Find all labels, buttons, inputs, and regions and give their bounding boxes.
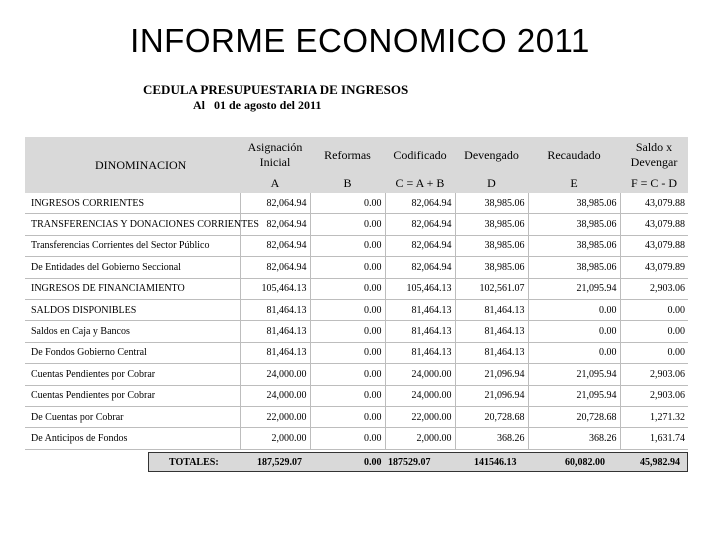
cell-devengado: 38,985.06 — [455, 235, 528, 256]
table-row — [25, 278, 688, 299]
cell-reformas: 0.00 — [310, 278, 385, 299]
cell-asignacion: 24,000.00 — [240, 364, 310, 385]
report-date-line — [193, 98, 321, 113]
cell-recaudado: 38,985.06 — [528, 214, 620, 235]
table-row — [25, 364, 688, 385]
cell-saldo: 1,631.74 — [620, 428, 688, 449]
column-header-codificado: Codificado — [385, 137, 455, 173]
cell-saldo: 43,079.88 — [620, 235, 688, 256]
cell-devengado: 20,728.68 — [455, 406, 528, 427]
column-header-devengado: Devengado — [455, 137, 528, 173]
table-header — [25, 137, 688, 193]
cell-devengado: 368.26 — [455, 428, 528, 449]
column-header-saldo: Saldo x Devengar — [620, 137, 688, 173]
cell-reformas: 0.00 — [310, 193, 385, 214]
cell-saldo: 43,079.88 — [620, 193, 688, 214]
cell-saldo: 2,903.06 — [620, 364, 688, 385]
table-row — [25, 214, 688, 235]
cell-recaudado: 0.00 — [528, 342, 620, 363]
cell-devengado: 81,464.13 — [455, 321, 528, 342]
row-label: Cuentas Pendientes por Cobrar — [25, 385, 240, 406]
date-prefix: Al — [193, 98, 205, 112]
table-row — [25, 342, 688, 363]
total-recaudado: 60,082.00 — [565, 457, 605, 468]
row-label: Cuentas Pendientes por Cobrar — [25, 364, 240, 385]
cell-asignacion: 82,064.94 — [240, 193, 310, 214]
cell-recaudado: 21,095.94 — [528, 385, 620, 406]
cell-reformas: 0.00 — [310, 385, 385, 406]
row-label: INGRESOS CORRIENTES — [25, 193, 240, 214]
column-letter-a: A — [240, 173, 310, 193]
total-saldo: 45,982.94 — [640, 457, 680, 468]
report-subtitle: CEDULA PRESUPUESTARIA DE INGRESOS — [143, 82, 409, 97]
cell-codificado: 24,000.00 — [385, 385, 455, 406]
cell-reformas: 0.00 — [310, 299, 385, 320]
cell-devengado: 21,096.94 — [455, 364, 528, 385]
cell-reformas: 0.00 — [310, 364, 385, 385]
cell-reformas: 0.00 — [310, 235, 385, 256]
column-letter-c: C = A + B — [385, 173, 455, 193]
table-row — [25, 385, 688, 406]
cell-devengado: 21,096.94 — [455, 385, 528, 406]
cell-devengado: 38,985.06 — [455, 214, 528, 235]
table-row — [25, 406, 688, 427]
cell-asignacion: 82,064.94 — [240, 235, 310, 256]
cell-recaudado: 38,985.06 — [528, 235, 620, 256]
column-letter-f: F = C - D — [620, 173, 688, 193]
cell-reformas: 0.00 — [310, 214, 385, 235]
cell-reformas: 0.00 — [310, 428, 385, 449]
cell-saldo: 2,903.06 — [620, 385, 688, 406]
cell-codificado: 81,464.13 — [385, 321, 455, 342]
cell-recaudado: 0.00 — [528, 321, 620, 342]
cell-reformas: 0.00 — [310, 406, 385, 427]
column-header-asignacion: Asignación Inicial — [240, 137, 310, 173]
row-label: INGRESOS DE FINANCIAMIENTO — [25, 278, 240, 299]
cell-devengado: 102,561.07 — [455, 278, 528, 299]
cell-saldo: 0.00 — [620, 342, 688, 363]
totals-row — [148, 452, 688, 472]
cell-asignacion: 2,000.00 — [240, 428, 310, 449]
column-letter-e: E — [528, 173, 620, 193]
cell-saldo: 43,079.89 — [620, 257, 688, 278]
cell-saldo: 0.00 — [620, 321, 688, 342]
cell-codificado: 24,000.00 — [385, 364, 455, 385]
row-label: Saldos en Caja y Bancos — [25, 321, 240, 342]
report-date: 01 de agosto del 2011 — [214, 98, 322, 112]
cell-codificado: 22,000.00 — [385, 406, 455, 427]
cell-codificado: 2,000.00 — [385, 428, 455, 449]
cell-recaudado: 38,985.06 — [528, 193, 620, 214]
totals-label: TOTALES: — [169, 457, 219, 468]
column-letter-d: D — [455, 173, 528, 193]
cell-saldo: 0.00 — [620, 299, 688, 320]
table-row — [25, 193, 688, 214]
table-row — [25, 299, 688, 320]
row-label: TRANSFERENCIAS Y DONACIONES CORRIENTES — [25, 214, 240, 235]
table-row — [25, 257, 688, 278]
table-row — [25, 428, 688, 449]
budget-table — [25, 137, 688, 450]
total-reformas: 0.00 — [364, 457, 382, 468]
column-letter-b: B — [310, 173, 385, 193]
cell-asignacion: 105,464.13 — [240, 278, 310, 299]
table-row — [25, 235, 688, 256]
row-label: De Anticipos de Fondos — [25, 428, 240, 449]
cell-asignacion: 24,000.00 — [240, 385, 310, 406]
cell-saldo: 2,903.06 — [620, 278, 688, 299]
cell-asignacion: 82,064.94 — [240, 214, 310, 235]
total-codificado: 187529.07 — [388, 457, 431, 468]
column-header-denominacion: DINOMINACION — [25, 137, 240, 193]
table-row — [25, 321, 688, 342]
cell-codificado: 82,064.94 — [385, 214, 455, 235]
cell-asignacion: 81,464.13 — [240, 321, 310, 342]
cell-asignacion: 22,000.00 — [240, 406, 310, 427]
cell-codificado: 82,064.94 — [385, 193, 455, 214]
cell-saldo: 43,079.88 — [620, 214, 688, 235]
cell-asignacion: 82,064.94 — [240, 257, 310, 278]
row-label: SALDOS DISPONIBLES — [25, 299, 240, 320]
column-header-reformas: Reformas — [310, 137, 385, 173]
row-label: De Entidades del Gobierno Seccional — [25, 257, 240, 278]
cell-recaudado: 368.26 — [528, 428, 620, 449]
cell-saldo: 1,271.32 — [620, 406, 688, 427]
page-title: INFORME ECONOMICO 2011 — [130, 22, 590, 59]
cell-codificado: 82,064.94 — [385, 235, 455, 256]
cell-devengado: 38,985.06 — [455, 257, 528, 278]
cell-devengado: 38,985.06 — [455, 193, 528, 214]
row-label: Transferencias Corrientes del Sector Público — [25, 235, 240, 256]
cell-codificado: 82,064.94 — [385, 257, 455, 278]
cell-recaudado: 21,095.94 — [528, 364, 620, 385]
total-asignacion: 187,529.07 — [257, 457, 302, 468]
cell-asignacion: 81,464.13 — [240, 342, 310, 363]
cell-reformas: 0.00 — [310, 257, 385, 278]
cell-devengado: 81,464.13 — [455, 299, 528, 320]
cell-codificado: 81,464.13 — [385, 342, 455, 363]
column-header-recaudado: Recaudado — [528, 137, 620, 173]
cell-recaudado: 20,728.68 — [528, 406, 620, 427]
cell-reformas: 0.00 — [310, 321, 385, 342]
cell-codificado: 81,464.13 — [385, 299, 455, 320]
cell-devengado: 81,464.13 — [455, 342, 528, 363]
row-label: De Cuentas por Cobrar — [25, 406, 240, 427]
cell-asignacion: 81,464.13 — [240, 299, 310, 320]
row-label: De Fondos Gobierno Central — [25, 342, 240, 363]
cell-recaudado: 21,095.94 — [528, 278, 620, 299]
cell-codificado: 105,464.13 — [385, 278, 455, 299]
cell-recaudado: 38,985.06 — [528, 257, 620, 278]
cell-recaudado: 0.00 — [528, 299, 620, 320]
total-devengado: 141546.13 — [474, 457, 517, 468]
cell-reformas: 0.00 — [310, 342, 385, 363]
